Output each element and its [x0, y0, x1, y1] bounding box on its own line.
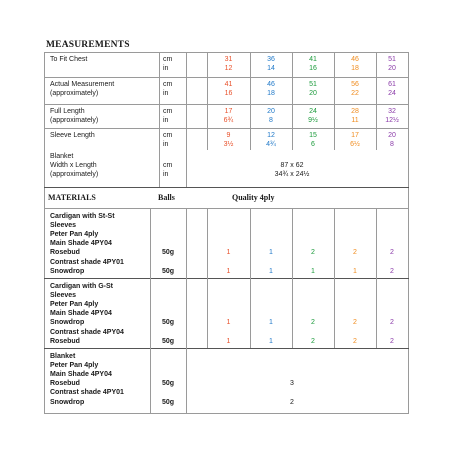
material-line: Peter Pan 4ply	[50, 362, 99, 370]
blanket-size-cm: 87 x 62	[280, 162, 304, 169]
size-value-cm: 28	[351, 108, 359, 115]
measurements-table	[44, 52, 409, 414]
rule-top	[44, 52, 409, 53]
material-line: Sleeves	[50, 292, 77, 300]
unit-cm: cm	[163, 81, 173, 88]
material-line: Snowdrop	[50, 398, 85, 406]
blanket-label: (approximately)	[50, 171, 99, 178]
size-value-cm: 41	[309, 56, 317, 63]
size-value-cm: 24	[309, 108, 317, 115]
unit-cm: cm	[163, 132, 173, 139]
ball-count: 1	[269, 249, 273, 257]
material-line: Sleeves	[50, 222, 77, 230]
balls-value: 50g	[162, 398, 175, 406]
col-rule	[376, 278, 377, 348]
col-rule	[250, 208, 251, 278]
size-value-cm: 20	[388, 132, 396, 139]
size-value-in: 6¾	[223, 117, 234, 124]
section-rule	[44, 278, 409, 279]
col-rule	[250, 52, 251, 150]
blanket-label: Width x Length	[50, 162, 97, 169]
measurement-label: To Fit Chest	[50, 56, 88, 63]
size-value-in: 16	[224, 90, 233, 97]
col-rule	[150, 208, 151, 414]
size-value-cm: 46	[351, 56, 359, 63]
materials-header: MATERIALS	[48, 193, 96, 202]
size-value-in: 12	[224, 65, 233, 72]
size-value-in: 3½	[223, 141, 234, 148]
ball-count: 2	[290, 398, 294, 406]
size-value-in: 8	[390, 141, 394, 148]
col-rule	[250, 278, 251, 348]
size-value-cm: 17	[224, 108, 233, 115]
ball-count: 1	[311, 267, 315, 275]
col-rule	[292, 278, 293, 348]
measurement-label: Full Length	[50, 108, 85, 115]
material-line: Contrast shade 4PY04	[50, 328, 124, 336]
col-rule	[376, 52, 377, 150]
size-value-in: 4¾	[266, 141, 276, 148]
unit-in: in	[163, 65, 169, 72]
material-line: Cardigan with G-St	[50, 283, 113, 290]
material-line: Main Shade 4PY04	[50, 371, 112, 379]
balls-value: 50g	[162, 319, 175, 327]
size-value-cm: 56	[351, 81, 359, 88]
unit-in: in	[163, 171, 169, 178]
measurement-label: Sleeve Length	[50, 132, 95, 139]
size-value-cm: 20	[267, 108, 275, 115]
size-value-cm: 15	[309, 132, 317, 139]
ball-count: 2	[353, 249, 357, 257]
size-value-in: 18	[267, 90, 275, 97]
ball-count: 2	[353, 337, 357, 345]
material-line: Rosebud	[50, 337, 80, 345]
size-value-in: 18	[351, 65, 359, 72]
size-value-in: 20	[388, 65, 396, 72]
ball-count: 1	[269, 337, 273, 345]
ball-count: 2	[311, 337, 315, 345]
measurement-label: Actual Measurement	[50, 81, 115, 88]
rule-materials-head	[44, 208, 409, 209]
material-line: Snowdrop	[50, 267, 85, 275]
col-rule	[334, 208, 335, 278]
ball-count: 1	[226, 249, 231, 257]
balls-value: 50g	[162, 267, 175, 275]
material-line: Contrast shade 4PY01	[50, 389, 124, 397]
size-value-in: 8	[269, 117, 273, 124]
col-rule	[186, 52, 187, 187]
col-rule	[207, 52, 208, 150]
material-line: Rosebud	[50, 380, 80, 388]
ball-count: 1	[269, 319, 273, 327]
ball-count: 3	[290, 380, 294, 388]
col-rule	[207, 208, 208, 278]
quality-header: Quality 4ply	[232, 193, 275, 202]
ball-count: 1	[269, 267, 273, 275]
measurement-label: (approximately)	[50, 117, 99, 124]
ball-count: 2	[390, 337, 394, 345]
material-line: Main Shade 4PY04	[50, 310, 112, 318]
material-line: Rosebud	[50, 249, 80, 257]
page-title: MEASUREMENTS	[46, 40, 130, 50]
col-rule	[186, 208, 187, 414]
size-value-in: 9½	[308, 117, 318, 124]
ball-count: 2	[311, 249, 315, 257]
balls-value: 50g	[162, 380, 175, 388]
size-value-in: 22	[351, 90, 359, 97]
material-line: Peter Pan 4ply	[50, 301, 99, 309]
size-value-cm: 61	[388, 81, 396, 88]
size-value-cm: 32	[388, 108, 396, 115]
col-rule	[376, 208, 377, 278]
size-value-cm: 51	[309, 81, 317, 88]
unit-cm: cm	[163, 162, 173, 169]
ball-count: 2	[390, 249, 394, 257]
ball-count: 1	[226, 319, 231, 327]
size-value-cm: 17	[351, 132, 359, 139]
size-value-cm: 51	[388, 56, 396, 63]
size-value-in: 20	[309, 90, 317, 97]
row-rule	[44, 77, 409, 78]
col-rule	[292, 52, 293, 150]
size-value-in: 11	[351, 117, 359, 124]
size-value-in: 12½	[385, 117, 399, 124]
unit-cm: cm	[163, 56, 173, 63]
size-value-cm: 36	[267, 56, 275, 63]
size-value-cm: 46	[267, 81, 275, 88]
ball-count: 2	[311, 319, 315, 327]
unit-cm: cm	[163, 108, 173, 115]
blanket-label: Blanket	[50, 153, 74, 160]
size-value-cm: 31	[224, 56, 233, 63]
col-rule	[334, 52, 335, 150]
row-rule	[44, 104, 409, 105]
material-line: Snowdrop	[50, 319, 85, 327]
size-value-in: 24	[388, 90, 396, 97]
ball-count: 2	[390, 267, 394, 275]
balls-value: 50g	[162, 337, 175, 345]
col-rule	[292, 208, 293, 278]
material-line: Contrast shade 4PY01	[50, 258, 124, 266]
col-rule	[207, 278, 208, 348]
ball-count: 2	[353, 319, 357, 327]
ball-count: 1	[353, 267, 357, 275]
col-rule	[159, 52, 160, 187]
col-rule	[334, 278, 335, 348]
size-value-in: 14	[267, 65, 275, 72]
material-line: Peter Pan 4ply	[50, 231, 99, 239]
unit-in: in	[163, 90, 169, 97]
unit-in: in	[163, 141, 169, 148]
row-rule	[44, 128, 409, 129]
size-value-cm: 9	[226, 132, 231, 139]
ball-count: 1	[226, 337, 231, 345]
size-value-in: 6½	[350, 141, 360, 148]
material-line: Cardigan with St-St	[50, 213, 115, 220]
section-rule	[44, 348, 409, 349]
rule-materials	[44, 187, 409, 188]
ball-count: 2	[390, 319, 394, 327]
size-value-cm: 41	[224, 81, 233, 88]
material-line: Main Shade 4PY04	[50, 240, 112, 248]
unit-in: in	[163, 117, 169, 124]
material-line: Blanket	[50, 353, 76, 360]
size-value-in: 16	[309, 65, 317, 72]
balls-value: 50g	[162, 249, 175, 257]
size-value-in: 6	[311, 141, 315, 148]
ball-count: 1	[226, 267, 231, 275]
measurement-label: (approximately)	[50, 90, 99, 97]
size-value-cm: 12	[267, 132, 275, 139]
balls-header: Balls	[158, 193, 175, 202]
blanket-size-in: 34¾ x 24½	[274, 171, 310, 178]
